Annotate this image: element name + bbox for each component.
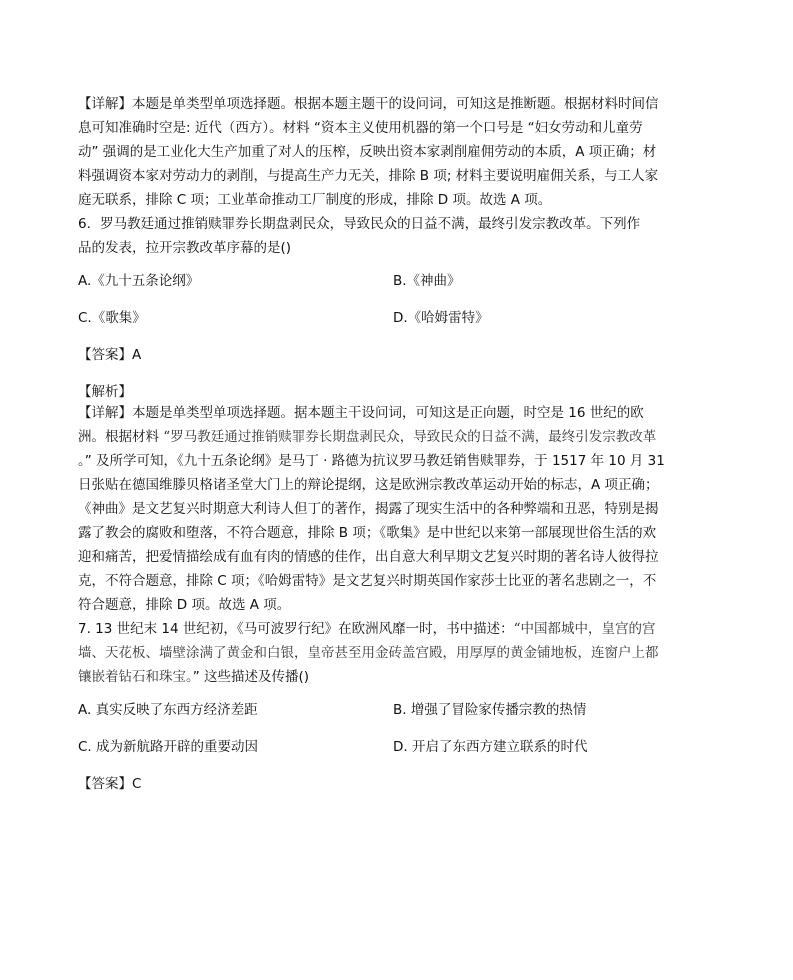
material-quote: 镶嵌着钻石和珠宝。: [78, 669, 193, 685]
detail-line: 露了教会的腐败和堕落，不符合题意，排除 B 项；《歌集》是中世纪以来第一部展现世俗生活的欢: [78, 525, 657, 541]
stem-text: 7. 13 世纪末 14 世纪初，《马可波罗行纪》在欧洲风靡一时，书中描述：: [78, 621, 514, 637]
material-quote: 墙、天花板、墙壁涂满了黄金和白银，皇帝甚至用金砖盖宫殿，用厚厚的黄金铺地板，连窗户上都: [78, 645, 659, 661]
option-c: C.《歌集》: [78, 309, 146, 326]
options-row: [78, 691, 718, 728]
question-stem: 品的发表，拉开宗教改革序幕的是(): [78, 240, 292, 256]
option-d: D.《哈姆雷特》: [393, 309, 489, 326]
options-row: [78, 299, 718, 336]
detail-line: 符合题意，排除 D 项。故选 A 项。: [78, 597, 291, 613]
previous-question-explanation: [78, 92, 718, 212]
analysis-label: 【解析】: [78, 383, 132, 400]
option-d: D. 开启了东西方建立联系的时代: [393, 738, 588, 755]
detail-line: 【详解】本题是单类型单项选择题。根据本题主题干的设问词，可知这是推断题。根据材料时间信: [78, 96, 659, 112]
question-stem: [78, 665, 718, 689]
material-quote: “中国都城中，皇宫的宫: [513, 621, 656, 637]
detail-line: 日张贴在德国维滕贝格诸圣堂大门上的辩论提纲，这是欧洲宗教改革运动开始的标志，A 项正确；: [78, 477, 659, 493]
detail-line: 庭无联系，排除 C 项；工业革命推动工厂制度的形成，排除 D 项。故选 A 项。: [78, 192, 552, 208]
detail-line: 《神曲》是文艺复兴时期意大利诗人但丁的著作，揭露了现实生活中的各种弊端和丑恶，特别是揭: [78, 501, 659, 517]
detail-text: 洲。根据材料: [78, 429, 164, 445]
stem-text: ” 这些描述及传播(): [192, 669, 310, 685]
detail-line: 料强调资本家对劳动力的剥削，与提高生产力无关，排除 B 项; 材料主要说明雇佣关系，与工人家: [78, 168, 659, 184]
detail-line: 。” 及所学可知，《九十五条论纲》是马丁 · 路德为抗议罗马教廷销售赎罪券，于 1517 年 10 月 31: [78, 453, 665, 469]
option-b: B. 增强了冒险家传播宗教的热情: [393, 701, 587, 718]
option-a: A. 真实反映了东西方经济差距: [78, 701, 258, 718]
detail-line: [78, 425, 718, 449]
detail-line: 迎和痛苦，把爱情描绘成有血有肉的情感的佳作，出自意大利早期文艺复兴时期的著名诗人彼得拉: [78, 549, 659, 565]
options-row: [78, 728, 718, 765]
detail-line: 动” 强调的是工业化大生产加重了对人的压榨，反映出资本家剥削雇佣劳动的本质，A 项正确；材: [78, 144, 657, 160]
question-stem: 6．罗马教廷通过推销赎罪券长期盘剥民众，导致民众的日益不满，最终引发宗教改革。下列作: [78, 216, 641, 232]
detail-line: 息可知准确时空是: 近代（西方）。材料 “资本主义使用机器的第一个口号是 “妇女劳动和儿童劳: [78, 120, 643, 136]
document-page: [78, 92, 718, 802]
detail-line: 克，不符合题意，排除 C 项；《哈姆雷特》是文艺复兴时期英国作家莎士比亚的著名悲剧之一，不: [78, 573, 657, 589]
explanation: [78, 401, 718, 617]
option-a: A.《九十五条论纲》: [78, 272, 200, 289]
material-quote: “罗马教廷通过推销赎罪券长期盘剥民众，导致民众的日益不满，最终引发宗教改革: [163, 429, 657, 445]
options-row: [78, 262, 718, 299]
answer: 【答案】A: [78, 346, 142, 363]
question-7: [78, 617, 718, 802]
option-c: C. 成为新航路开辟的重要动因: [78, 738, 259, 755]
question-stem: [78, 641, 718, 665]
option-b: B.《神曲》: [393, 272, 461, 289]
question-6: [78, 212, 718, 617]
answer: 【答案】C: [78, 775, 142, 792]
question-stem: [78, 617, 718, 641]
detail-line: 【详解】本题是单类型单项选择题。据本题主干设问词，可知这是正向题，时空是 16 世纪的欧: [78, 405, 644, 421]
